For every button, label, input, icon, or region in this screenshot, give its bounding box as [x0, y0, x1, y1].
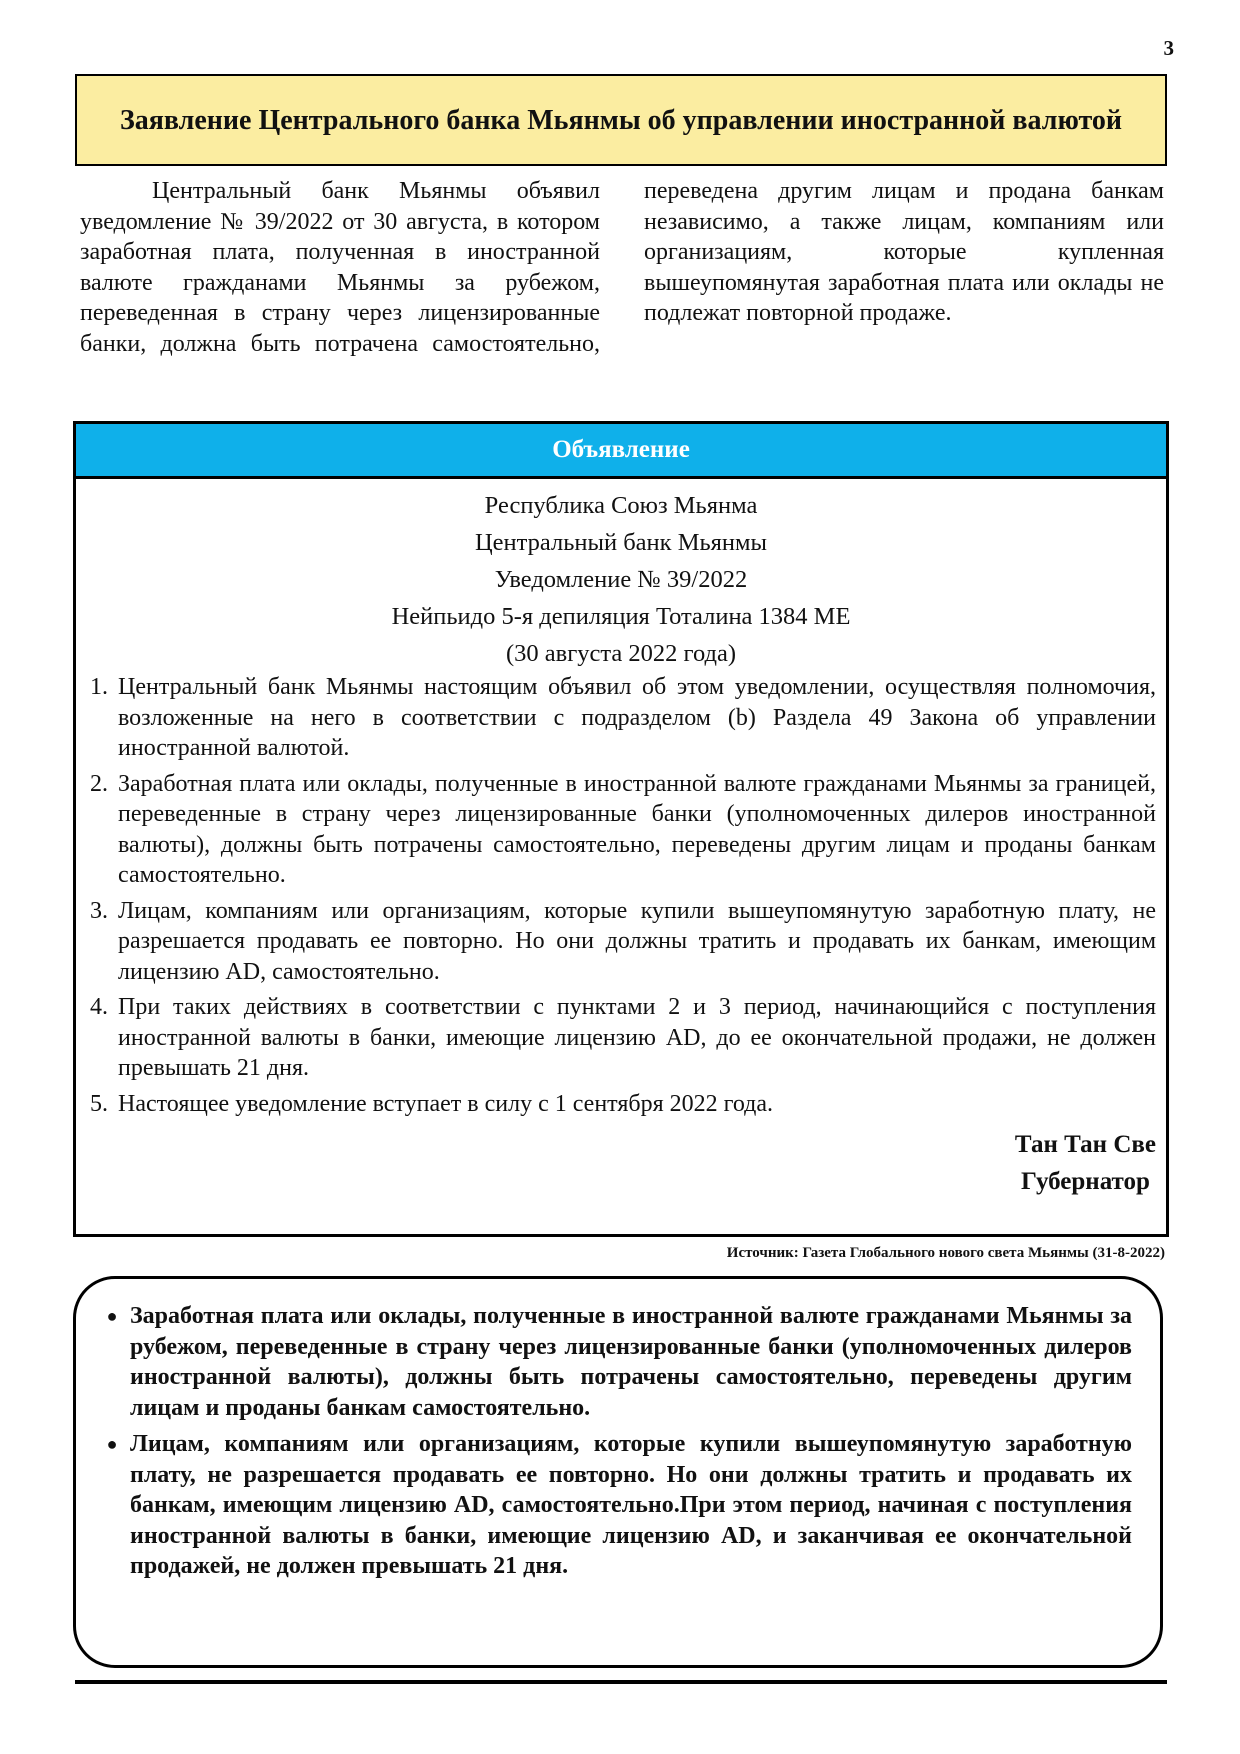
announcement-header-label: Объявление: [552, 436, 690, 463]
notice-heading: [76, 487, 1166, 672]
signature-block: [1015, 1126, 1156, 1200]
bullet-icon: ●: [106, 1434, 118, 1454]
signature-name: Тан Тан Све: [1014, 1131, 1156, 1158]
summary-list: [94, 1301, 1132, 1582]
notice-item-number: 5.: [90, 1090, 108, 1117]
source-caption: Источник: Газета Глобального нового света Мьянмы (31-8-2022): [726, 1245, 1165, 1261]
article-title: Заявление Центрального банка Мьянмы об управлении иностранной валютой: [119, 104, 1123, 136]
notice-item-number: 3.: [90, 897, 108, 924]
article-title-box: [75, 74, 1167, 166]
summary-box: [73, 1276, 1163, 1668]
summary-item: [94, 1429, 1132, 1582]
notice-heading-line: (30 августа 2022 года): [505, 640, 736, 667]
notice-item-text: Заработная плата или оклады, полученные в иностранной валюте гражданами Мьянмы за границей, переведенные в страну через лицензированные банки (уполномоченных дилеров иностранной валюты), должны быть потрачены самостоятельно, переведены другим лицам и проданы банкам самостоятельно.: [118, 770, 1156, 888]
bottom-divider: [75, 1680, 1167, 1684]
notice-item-number: 4.: [90, 994, 108, 1020]
announcement-box: [73, 421, 1169, 1237]
notice-items: [76, 672, 1166, 1119]
announcement-header: [76, 424, 1166, 479]
notice-item-number: 1.: [90, 674, 108, 700]
summary-item-text: Заработная плата или оклады, полученные в иностранной валюте гражданами Мьянмы за рубежом, переведенные в страну через лицензированные банки (уполномоченных дилеров иностранной валюты), должны быть потрачены самостоятельно, переведены другим лицам и проданы банкам самостоятельно.: [130, 1303, 1132, 1421]
notice-item: [76, 896, 1158, 988]
notice-item-text: Центральный банк Мьянмы настоящим объявил об этом уведомлении, осуществляя полномочия, возложенные на него в соответствии с подразделом (b) Раздела 49 Закона об управлении иностранной валютой.: [118, 674, 1156, 761]
bullet-icon: ●: [106, 1306, 118, 1326]
notice-item-number: 2.: [90, 770, 108, 797]
signature-title: Губернатор: [1021, 1168, 1150, 1195]
notice-heading-line: Нейпьидо 5-я депиляция Тоталина 1384 ME: [391, 603, 851, 630]
page-number: 3: [1163, 36, 1174, 60]
summary-item-text: Лицам, компаниям или организациям, которые купили вышеупомянутую заработную плату, не разрешается продавать ее повторно. Но они должны тратить и продавать их банкам, имеющим лицензию AD, самостоятельно.При этом период, начиная с поступления иностранной валюты в банки, имеющие лицензию AD, и заканчивая ее окончательной продажей, не должен превышать 21 дня.: [130, 1431, 1132, 1579]
notice-item: [76, 769, 1158, 891]
notice-item-text: Настоящее уведомление вступает в силу с 1 сентября 2022 года.: [118, 1090, 774, 1117]
summary-item: [94, 1301, 1132, 1423]
notice-heading-line: Уведомление № 39/2022: [494, 566, 748, 593]
notice-item-text: Лицам, компаниям или организациям, которые купили вышеупомянутую заработную плату, не разрешается продавать ее повторно. Но они должны тратить и продавать их банкам, имеющим лицензию AD, самостоятельно.: [118, 897, 1156, 985]
intro-text: [80, 176, 1164, 388]
notice-heading-line: Центральный банк Мьянмы: [474, 529, 767, 556]
notice-item: [76, 1089, 1158, 1120]
notice-item: [76, 672, 1158, 764]
notice-heading-line: Республика Союз Мьянма: [484, 492, 758, 519]
notice-item: [76, 992, 1158, 1084]
intro-paragraph: Центральный банк Мьянмы объявил уведомление № 39/2022 от 30 августа, в котором заработная плата, полученная в иностранной валюте гражданами Мьянмы за рубежом, переведенная в страну через лицензированные банки, должна быть потрачена самостоятельно, переведена другим лицам и продана банкам независимо, а также лицам, компаниям или организациям, которые купленная вышеупомянутая заработная плата или оклады не подлежат повторной продаже.: [80, 178, 1164, 357]
notice-item-text: При таких действиях в соответствии с пунктами 2 и 3 период, начинающийся с поступления иностранной валюты в банки, имеющие лицензию AD, до ее окончательной продажи, не должен превышать 21 дня.: [118, 994, 1156, 1081]
